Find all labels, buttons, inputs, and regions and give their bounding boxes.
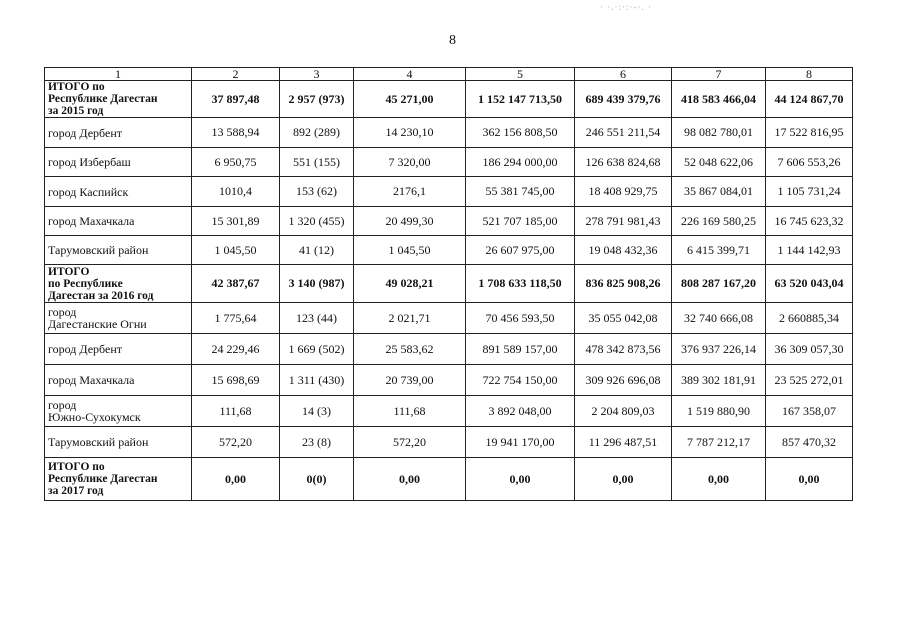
- row-label: город Махачкала: [45, 365, 192, 396]
- data-table: [44, 67, 853, 501]
- column-header: 2: [192, 68, 280, 81]
- table-cell: 41 (12): [280, 236, 354, 265]
- table-cell: 1 045,50: [192, 236, 280, 265]
- scan-artifact: · ·.·:·:·-·. ·: [600, 2, 652, 12]
- table-cell: 309 926 696,08: [575, 365, 672, 396]
- table-cell: 2 957 (973): [280, 81, 354, 118]
- table-total-row: [45, 458, 853, 501]
- row-label: город Дербент: [45, 334, 192, 365]
- table-cell: 1 045,50: [354, 236, 466, 265]
- table-cell: 891 589 157,00: [466, 334, 575, 365]
- table-cell: 0,00: [192, 458, 280, 501]
- table-row: [45, 365, 853, 396]
- table-cell: 1 311 (430): [280, 365, 354, 396]
- column-header: 1: [45, 68, 192, 81]
- row-label: город Избербаш: [45, 148, 192, 177]
- table-cell: 1 669 (502): [280, 334, 354, 365]
- table-cell: 25 583,62: [354, 334, 466, 365]
- table-cell: 49 028,21: [354, 265, 466, 303]
- table-cell: 13 588,94: [192, 118, 280, 148]
- table-row: [45, 427, 853, 458]
- column-header: 8: [766, 68, 853, 81]
- table-cell: 26 607 975,00: [466, 236, 575, 265]
- column-header: 3: [280, 68, 354, 81]
- table-cell: 32 740 666,08: [672, 303, 766, 334]
- table-cell: 0,00: [672, 458, 766, 501]
- table-cell: 63 520 043,04: [766, 265, 853, 303]
- table-cell: 167 358,07: [766, 396, 853, 427]
- table-cell: 123 (44): [280, 303, 354, 334]
- column-header: 7: [672, 68, 766, 81]
- row-label: город Каспийск: [45, 177, 192, 207]
- table-cell: 3 140 (987): [280, 265, 354, 303]
- table-cell: 1 152 147 713,50: [466, 81, 575, 118]
- column-header: 5: [466, 68, 575, 81]
- table-header-row: [45, 68, 853, 81]
- table-cell: 836 825 908,26: [575, 265, 672, 303]
- table-cell: 42 387,67: [192, 265, 280, 303]
- row-label: ИТОГО по Республике Дагестан за 2016 год: [45, 265, 192, 303]
- table-cell: 1 105 731,24: [766, 177, 853, 207]
- table-row: [45, 303, 853, 334]
- table-row: [45, 396, 853, 427]
- table-cell: 2 204 809,03: [575, 396, 672, 427]
- table-cell: 246 551 211,54: [575, 118, 672, 148]
- table-cell: 11 296 487,51: [575, 427, 672, 458]
- table-cell: 23 525 272,01: [766, 365, 853, 396]
- table-cell: 98 082 780,01: [672, 118, 766, 148]
- table-row: [45, 177, 853, 207]
- table-total-row: [45, 81, 853, 118]
- table-cell: 2 021,71: [354, 303, 466, 334]
- table-cell: 0,00: [466, 458, 575, 501]
- table-cell: 0,00: [354, 458, 466, 501]
- table-cell: 892 (289): [280, 118, 354, 148]
- table-cell: 722 754 150,00: [466, 365, 575, 396]
- table-cell: 1 519 880,90: [672, 396, 766, 427]
- column-header: 6: [575, 68, 672, 81]
- table-cell: 0,00: [766, 458, 853, 501]
- table-cell: 278 791 981,43: [575, 207, 672, 236]
- table-cell: 14 230,10: [354, 118, 466, 148]
- table-cell: 362 156 808,50: [466, 118, 575, 148]
- table-cell: 1 144 142,93: [766, 236, 853, 265]
- row-label: город Махачкала: [45, 207, 192, 236]
- table-row: [45, 207, 853, 236]
- table-cell: 44 124 867,70: [766, 81, 853, 118]
- table-cell: 6 950,75: [192, 148, 280, 177]
- table-cell: 126 638 824,68: [575, 148, 672, 177]
- table-cell: 70 456 593,50: [466, 303, 575, 334]
- table-cell: 521 707 185,00: [466, 207, 575, 236]
- table-cell: 7 606 553,26: [766, 148, 853, 177]
- row-label: Тарумовский район: [45, 236, 192, 265]
- table-cell: 418 583 466,04: [672, 81, 766, 118]
- table-cell: 0,00: [575, 458, 672, 501]
- table-cell: 1 775,64: [192, 303, 280, 334]
- table-cell: 1010,4: [192, 177, 280, 207]
- table-cell: 20 739,00: [354, 365, 466, 396]
- table-cell: 2 660885,34: [766, 303, 853, 334]
- table-cell: 36 309 057,30: [766, 334, 853, 365]
- table-cell: 551 (155): [280, 148, 354, 177]
- row-label: город Южно-Сухокумск: [45, 396, 192, 427]
- table-cell: 226 169 580,25: [672, 207, 766, 236]
- table-cell: 153 (62): [280, 177, 354, 207]
- table-cell: 24 229,46: [192, 334, 280, 365]
- table-cell: 376 937 226,14: [672, 334, 766, 365]
- table-cell: 18 408 929,75: [575, 177, 672, 207]
- page-number: 8: [449, 33, 456, 48]
- table-cell: 19 048 432,36: [575, 236, 672, 265]
- table-cell: 7 787 212,17: [672, 427, 766, 458]
- table-cell: 808 287 167,20: [672, 265, 766, 303]
- table-cell: 111,68: [354, 396, 466, 427]
- table-cell: 389 302 181,91: [672, 365, 766, 396]
- table-cell: 16 745 623,32: [766, 207, 853, 236]
- table-cell: 15 301,89: [192, 207, 280, 236]
- table-cell: 689 439 379,76: [575, 81, 672, 118]
- table-cell: 1 320 (455): [280, 207, 354, 236]
- table-cell: 15 698,69: [192, 365, 280, 396]
- row-label: город Дербент: [45, 118, 192, 148]
- table-cell: 478 342 873,56: [575, 334, 672, 365]
- table-cell: 17 522 816,95: [766, 118, 853, 148]
- table-cell: 3 892 048,00: [466, 396, 575, 427]
- table-cell: 572,20: [192, 427, 280, 458]
- table-row: [45, 148, 853, 177]
- table-cell: 186 294 000,00: [466, 148, 575, 177]
- table-cell: 55 381 745,00: [466, 177, 575, 207]
- table-cell: 45 271,00: [354, 81, 466, 118]
- table-cell: 35 055 042,08: [575, 303, 672, 334]
- table-total-row: [45, 265, 853, 303]
- row-label: город Дагестанские Огни: [45, 303, 192, 334]
- table-row: [45, 334, 853, 365]
- column-header: 4: [354, 68, 466, 81]
- table-row: [45, 236, 853, 265]
- table-row: [45, 118, 853, 148]
- row-label: Тарумовский район: [45, 427, 192, 458]
- table-cell: 572,20: [354, 427, 466, 458]
- table-cell: 35 867 084,01: [672, 177, 766, 207]
- table-cell: 7 320,00: [354, 148, 466, 177]
- table-cell: 1 708 633 118,50: [466, 265, 575, 303]
- row-label: ИТОГО по Республике Дагестан за 2017 год: [45, 458, 192, 501]
- table-cell: 0(0): [280, 458, 354, 501]
- table-cell: 111,68: [192, 396, 280, 427]
- row-label: ИТОГО по Республике Дагестан за 2015 год: [45, 81, 192, 118]
- table-cell: 23 (8): [280, 427, 354, 458]
- table-cell: 52 048 622,06: [672, 148, 766, 177]
- table-cell: 2176,1: [354, 177, 466, 207]
- table-cell: 857 470,32: [766, 427, 853, 458]
- table-cell: 20 499,30: [354, 207, 466, 236]
- table-cell: 19 941 170,00: [466, 427, 575, 458]
- table-cell: 37 897,48: [192, 81, 280, 118]
- table-cell: 6 415 399,71: [672, 236, 766, 265]
- table-cell: 14 (3): [280, 396, 354, 427]
